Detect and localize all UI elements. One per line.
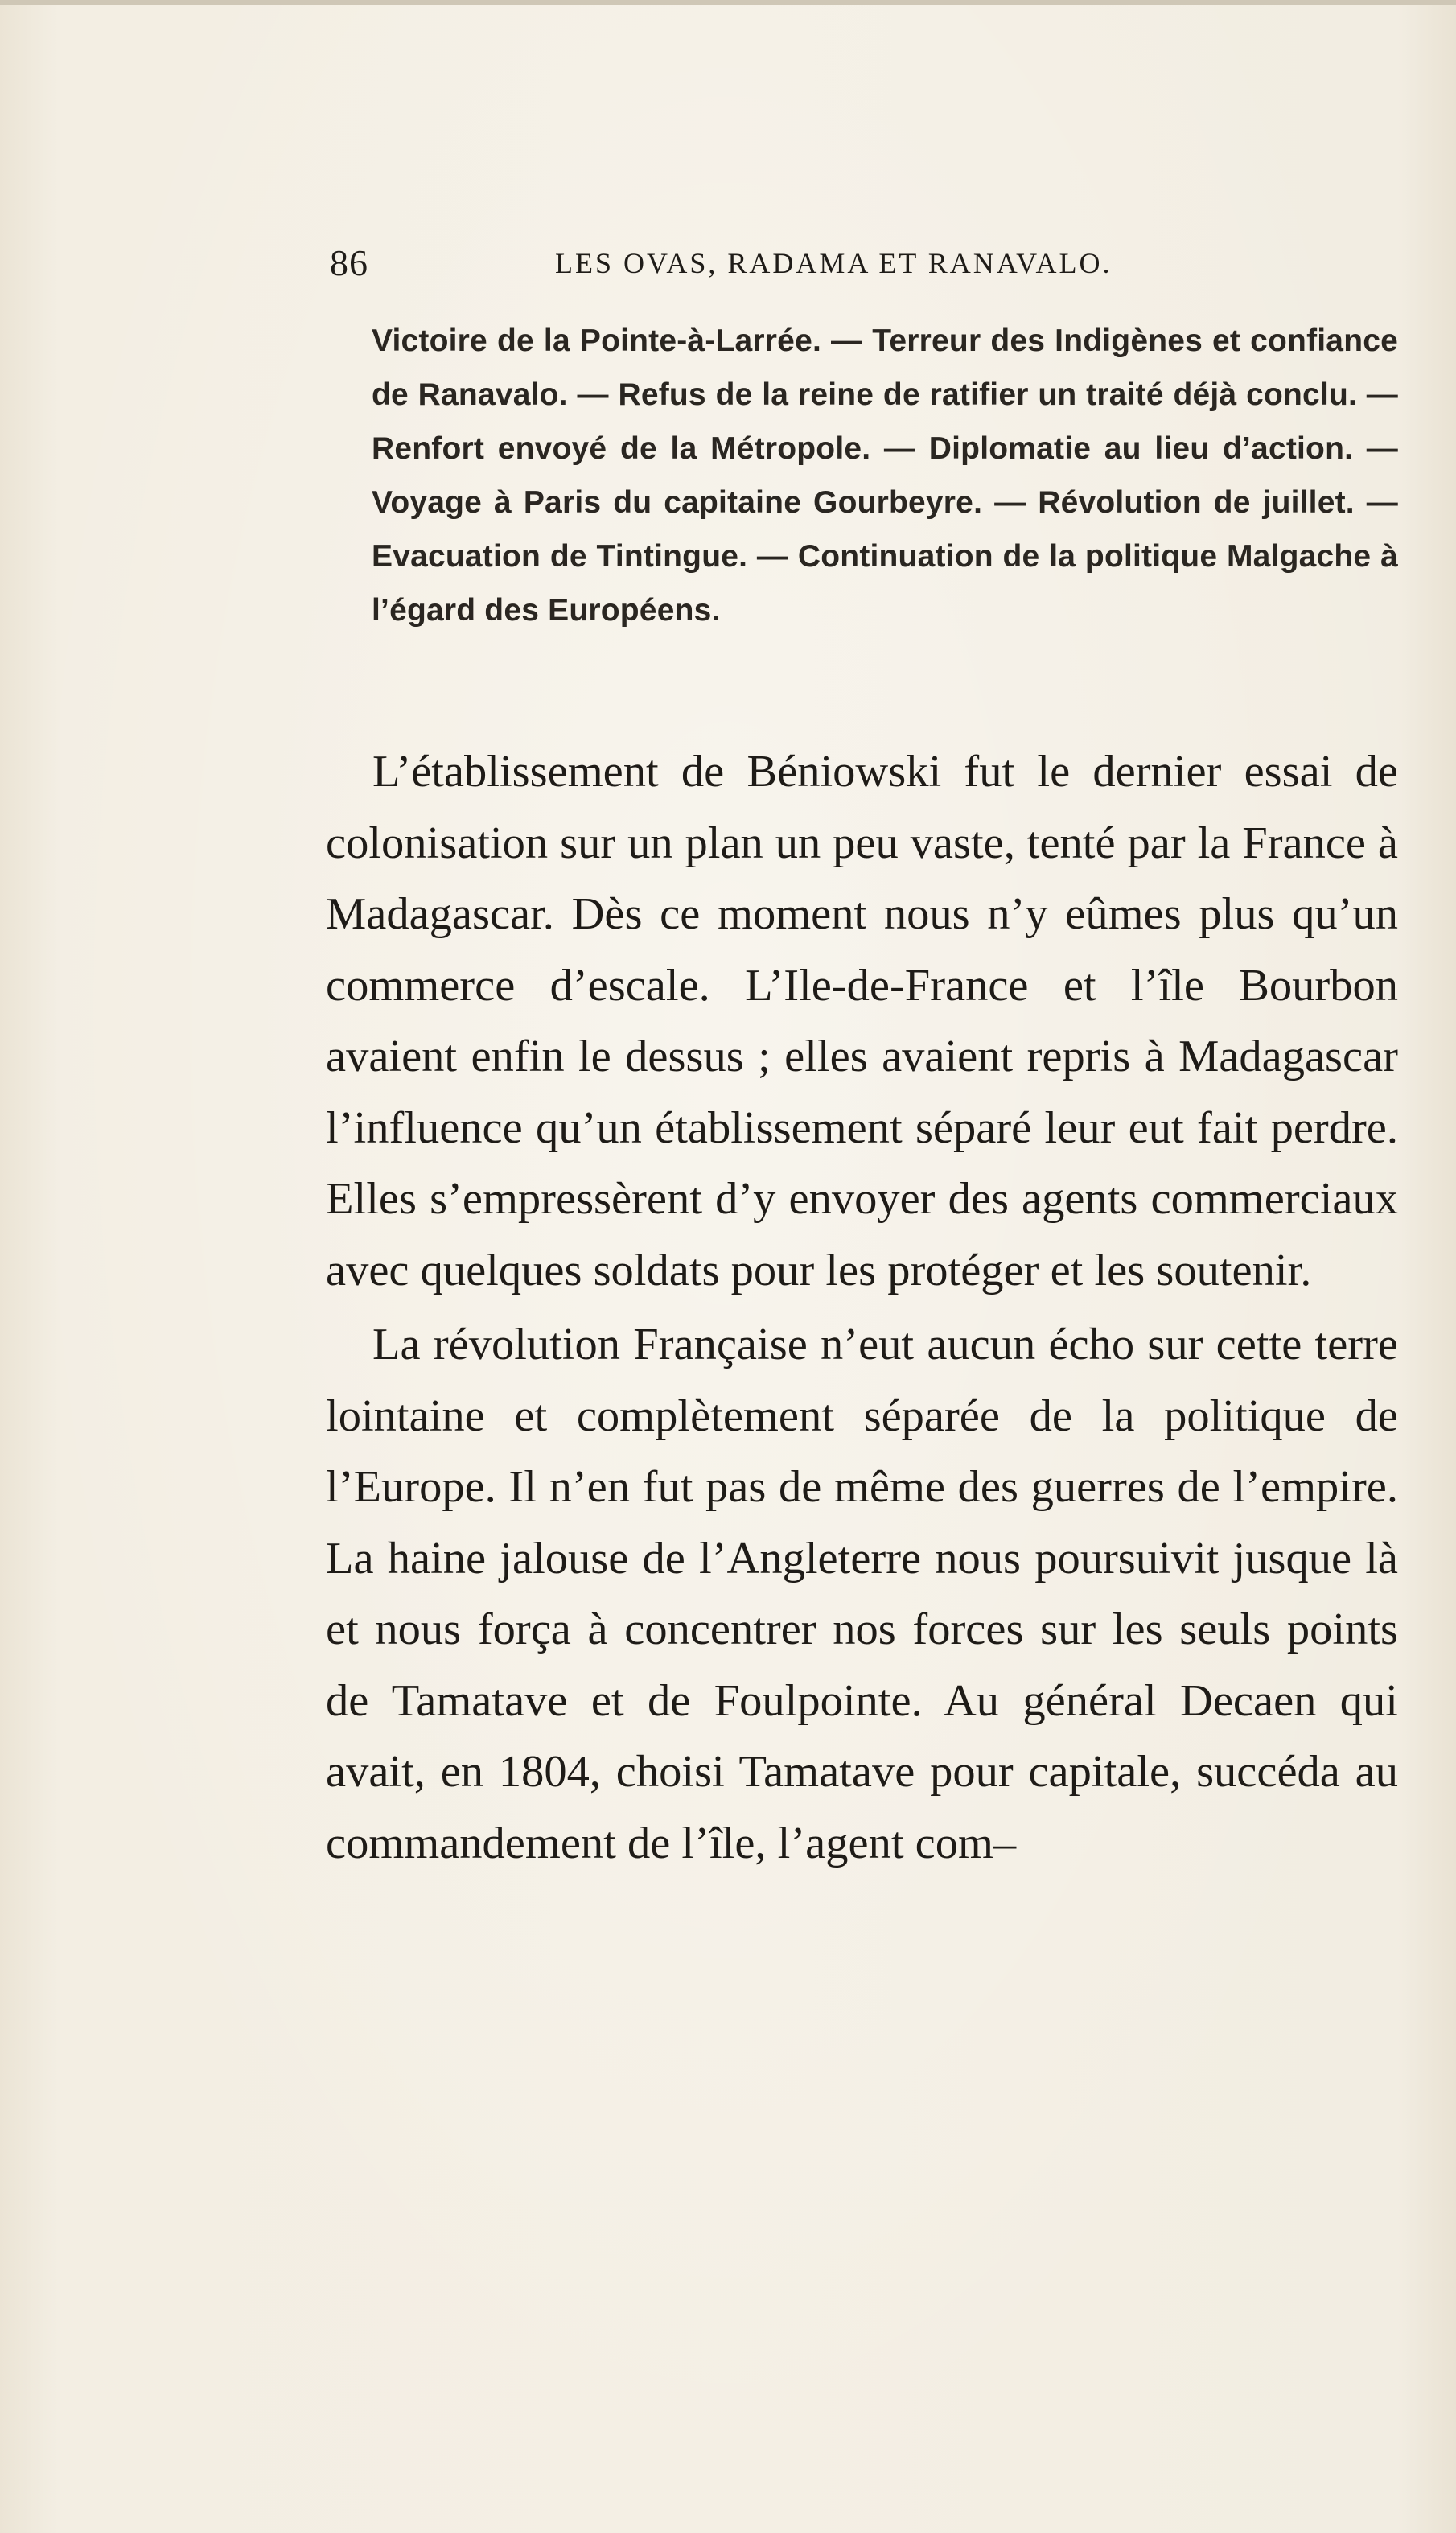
paragraph: L’établissement de Béniowski fut le dernier essai de colonisation sur un plan un peu vaste, tenté par la France à Madagascar. Dès ce moment nous n’y eûmes plus qu’un commerce d’escale. L’Ile-de-France et l’île Bourbon avaient enfin le dessus ; elles avaient repris à Madagascar l’influence qu’un établissement séparé leur eut fait perdre. Elles s’empressèrent d’y envoyer des agents commerciaux avec quelques soldats pour les protéger et les soutenir. [326,747,1398,1295]
page-top-edge [0,0,1456,5]
page-header [330,241,1400,290]
paragraph: La révolution Française n’eut aucun écho sur cette terre lointaine et complètement séparée de la politique de l’Europe. Il n’en fut pas de même des guerres de l’empire. La haine jalouse de l’Angleterre nous poursuivit jusque là et nous força à concentrer nos forces sur les seuls points de Tamatave et de Foulpointe. Au général Decaen qui avait, en 1804, choisi Tamatave pour capitale, succéda au commandement de l’île, l’agent com– [326,1320,1398,1868]
body-text [326,736,1398,1879]
running-title: LES OVAS, RADAMA ET RANAVALO. [555,247,1113,279]
chapter-summary: Victoire de la Pointe-à-Larrée. — Terreur des Indigènes et confiance de Ranavalo. — Refus de la reine de ratifier un traité déjà conclu. — Renfort envoyé de la Métropole. — Diplomatie au lieu d’action. — Voyage à Paris du capitaine Gourbeyre. — Révolution de juillet. — Evacuation de Tintingue. — Continuation de la politique Malgache à l’égard des Européens. [372,323,1398,628]
page-number: 86 [330,242,368,283]
